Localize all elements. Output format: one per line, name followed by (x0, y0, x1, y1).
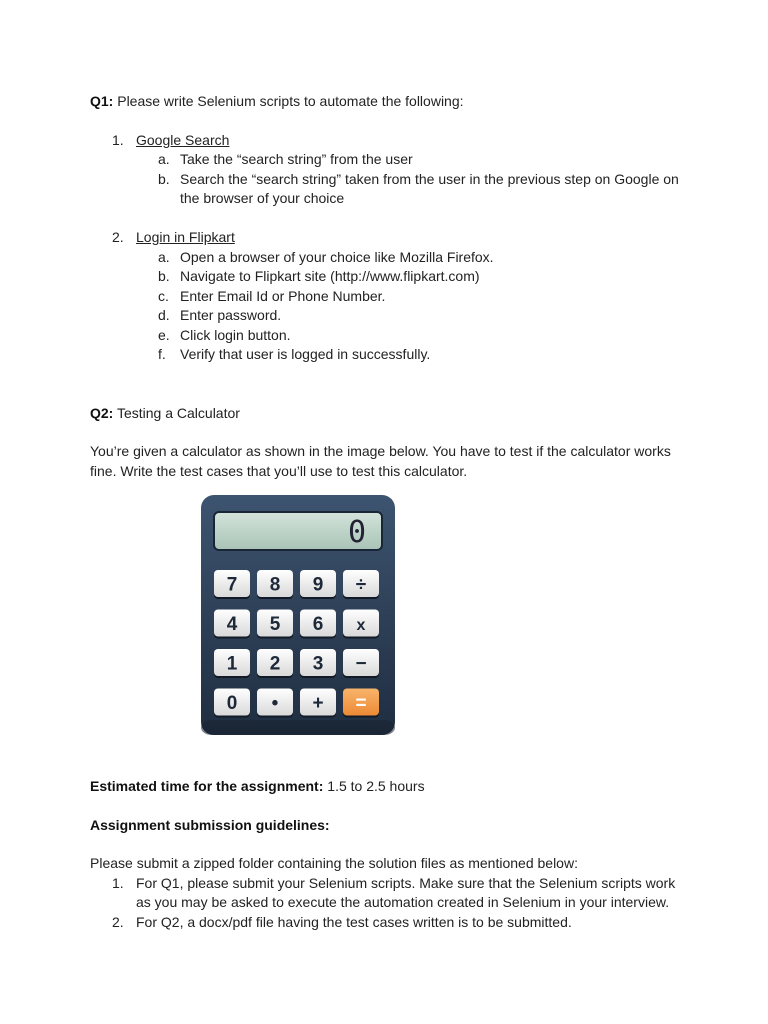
calculator-body-shadow (201, 720, 395, 735)
calculator-key-label: + (312, 693, 324, 714)
task-number: 1. (112, 131, 124, 148)
task-step (136, 287, 690, 307)
step-letter: c. (158, 287, 169, 304)
task-steps (136, 248, 690, 365)
step-text: Search the “search string” taken from the user in the previous step on Google on the browser of your choice (180, 170, 679, 206)
list-spacer (90, 209, 690, 229)
calculator-key-label: 1 (226, 653, 238, 675)
step-text: Verify that user is logged in successfully. (180, 346, 431, 362)
step-letter: f. (158, 346, 166, 362)
step-letter: a. (158, 151, 170, 167)
step-letter: b. (158, 268, 170, 284)
step-text: Enter Email Id or Phone Number. (180, 287, 386, 304)
calculator-key-label: 4 (226, 614, 238, 635)
calculator-key-label: • (271, 693, 279, 714)
calculator-key-label: − (355, 653, 367, 675)
calculator-key-label: = (355, 693, 367, 714)
step-text: Navigate to Flipkart site (http://www.flipkart.com) (180, 268, 480, 284)
step-text: Open a browser of your choice like Mozilla Firefox. (180, 248, 494, 265)
task-step (136, 170, 690, 209)
estimated-time (90, 777, 690, 797)
calculator-display-value: 0 (347, 515, 366, 550)
q1-label: Q1: (90, 93, 114, 109)
step-letter: a. (158, 248, 170, 265)
calculator-key-label: 7 (226, 574, 238, 596)
step-text: Click login button. (180, 326, 291, 343)
guideline-item (90, 913, 690, 933)
step-text: Take the “search string” from the user (180, 151, 413, 167)
calculator-key-label: 0 (226, 693, 238, 714)
guideline-number: 2. (112, 913, 124, 930)
guidelines-heading (90, 816, 690, 836)
q1-text: Please write Selenium scripts to automate the following: (117, 93, 464, 109)
step-text: Enter password. (180, 307, 282, 323)
task-login-flipkart (90, 228, 690, 365)
calculator-key-label: x (356, 617, 366, 634)
calculator-key-label: 5 (269, 614, 281, 635)
calculator-icon (200, 494, 396, 736)
calculator-key-label: 3 (312, 653, 324, 675)
calculator-key-label: 2 (269, 653, 281, 675)
task-step (136, 306, 690, 326)
document-page (90, 92, 690, 932)
task-title: Login in Flipkart (136, 229, 235, 245)
calculator-image (200, 494, 396, 736)
task-title: Google Search (136, 131, 230, 148)
calculator-key-label: ÷ (355, 574, 367, 596)
step-letter: d. (158, 307, 170, 323)
guideline-number: 1. (112, 874, 124, 891)
guidelines-heading-text: Assignment submission guidelines: (90, 816, 330, 833)
task-step (136, 345, 690, 365)
q2-label: Q2: (90, 404, 114, 421)
calculator-key-label: 9 (312, 574, 324, 596)
estimated-time-value: 1.5 to 2.5 hours (327, 778, 425, 794)
guideline-text: For Q2, a docx/pdf file having the test cases written is to be submitted. (136, 913, 572, 930)
task-google-search (90, 131, 690, 209)
q2-description: You’re given a calculator as shown in the image below. You have to test if the calculator works fine. Write the test cases that you’ll use to test this calculator. (90, 443, 671, 479)
task-number: 2. (112, 229, 124, 245)
guideline-text: For Q1, please submit your Selenium scripts. Make sure that the Selenium scripts work as you may be asked to execute the automation created in Selenium in your interview. (136, 874, 676, 910)
step-letter: b. (158, 170, 170, 187)
guidelines-intro: Please submit a zipped folder containing the solution files as mentioned below: (90, 855, 578, 871)
q1-heading (90, 92, 690, 112)
calculator-key-label: 6 (312, 614, 324, 635)
q1-task-list (90, 131, 690, 365)
task-step (136, 267, 690, 287)
task-step (136, 150, 690, 170)
guideline-item (90, 874, 690, 913)
estimated-time-label: Estimated time for the assignment: (90, 778, 324, 794)
step-letter: e. (158, 326, 170, 343)
q2-heading (90, 404, 690, 424)
calculator-key-label: 8 (269, 574, 281, 596)
task-step (136, 326, 690, 346)
task-step (136, 248, 690, 268)
q2-text: Testing a Calculator (116, 404, 240, 421)
guidelines-list (90, 874, 690, 933)
task-steps (136, 150, 690, 209)
